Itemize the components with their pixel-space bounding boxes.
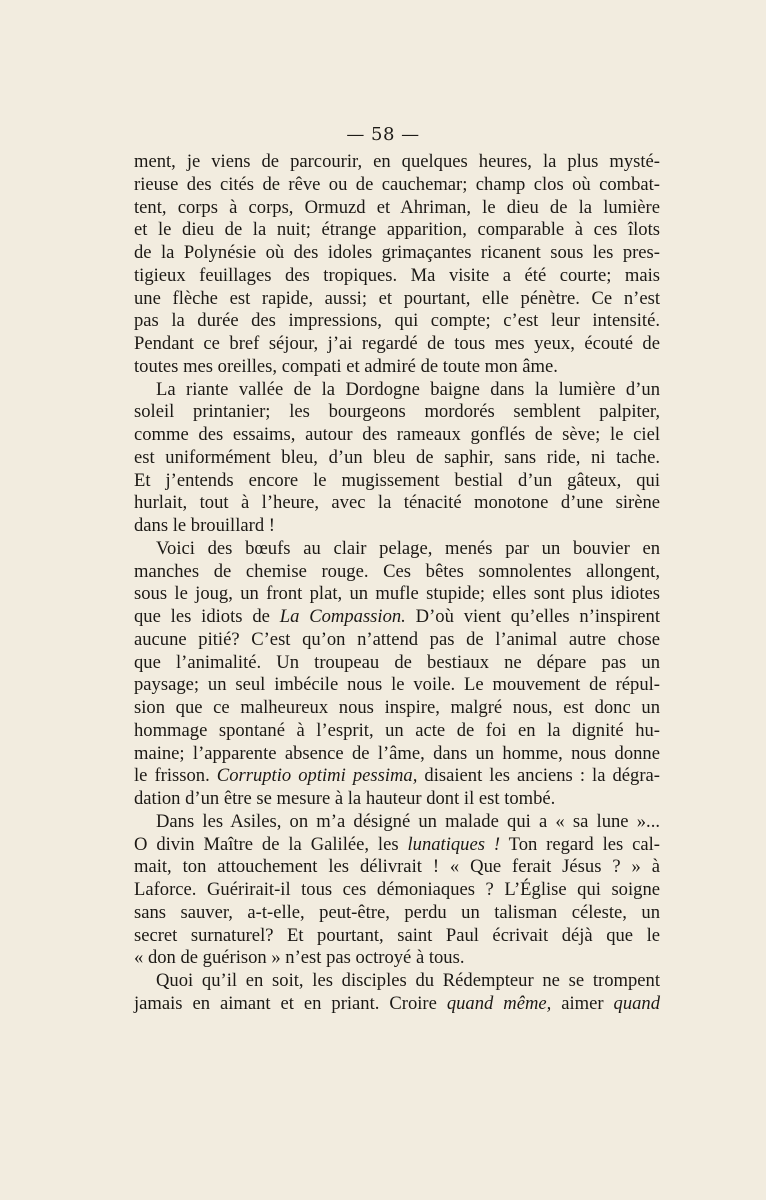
text-segment: sion que ce malheureux nous inspire, malgré nous, est donc un: [134, 697, 660, 718]
text-segment: dans le brouillard !: [134, 515, 275, 536]
text-segment: aimer: [551, 992, 614, 1014]
text-segment: soleil printanier; les bourgeons mordorés semblent palpiter,: [134, 401, 660, 423]
text-segment: « don de guérison » n’est pas octroyé à tous.: [134, 947, 465, 969]
text-line: [134, 788, 660, 811]
text-segment: mait, ton attouchement les délivrait ! « Que ferait Jésus ? » à: [134, 856, 660, 878]
text-line: [134, 310, 660, 333]
italic-text: quand même,: [446, 992, 552, 1014]
text-line: [134, 879, 660, 902]
text-line: [134, 538, 660, 561]
text-line: [134, 151, 660, 174]
text-segment: rieuse des cités de rêve ou de cauchemar; champ clos où combat-: [134, 173, 660, 195]
text-line: [134, 902, 660, 925]
text-segment: sous le joug, un front plat, un mufle stupide; elles sont plus idiotes: [134, 583, 660, 605]
italic-text: lunatiques !: [407, 833, 501, 855]
italic-text: La Compassion.: [279, 606, 406, 627]
text-line: [134, 265, 660, 288]
text-line: [134, 697, 660, 720]
text-line: [134, 561, 660, 584]
text-segment: dation d’un être se mesure à la hauteur dont il est tombé.: [134, 788, 556, 809]
text-line: [134, 925, 660, 948]
text-line: [134, 606, 660, 629]
italic-text: quand: [613, 992, 660, 1014]
text-line: [134, 652, 660, 675]
text-segment: Pendant ce bref séjour, j’ai regardé de tous mes yeux, écouté de: [134, 333, 660, 354]
text-line: [134, 834, 660, 857]
text-segment: de la Polynésie où des idoles grimaçantes ricanent sous les pres-: [134, 242, 660, 263]
text-segment: Dans les Asiles, on m’a désigné un malade qui a « sa lune »...: [156, 810, 660, 832]
text-line: [134, 174, 660, 197]
text-segment: aucune pitié? C’est qu’on n’attend pas de l’animal autre chose: [134, 628, 660, 650]
text-segment: O divin Maître de la Galilée, les: [134, 833, 408, 855]
text-line: [134, 288, 660, 311]
text-line: [134, 197, 660, 220]
text-line: [134, 583, 660, 606]
page-number: — 58 —: [346, 124, 420, 145]
text-segment: paysage; un seul imbécile nous le voile. Le mouvement de répul-: [134, 674, 660, 696]
text-segment: que les idiots de: [134, 606, 280, 627]
text-segment: que l’animalité. Un troupeau de bestiaux ne dépare pas un: [134, 651, 660, 673]
text-segment: une flèche est rapide, aussi; et pourtant, elle pénètre. Ce n’est: [134, 287, 660, 309]
text-segment: toutes mes oreilles, compati et admiré de toute mon âme.: [134, 355, 558, 377]
text-segment: Ton regard les cal-: [500, 833, 660, 855]
text-segment: manches de chemise rouge. Ces bêtes somnolentes allongent,: [134, 560, 660, 582]
text-segment: Quoi qu’il en soit, les disciples du Rédempteur ne se trompent: [156, 970, 660, 991]
text-line: [134, 947, 660, 970]
text-segment: hurlait, tout à l’heure, avec la ténacité monotone d’une sirène: [134, 492, 660, 514]
text-line: [134, 401, 660, 424]
text-segment: et le dieu de la nuit; étrange apparition, comparable à ces îlots: [134, 219, 660, 241]
text-segment: comme des essaims, autour des rameaux gonflés de sève; le ciel: [134, 424, 660, 445]
text-line: [134, 424, 660, 447]
text-segment: jamais en aimant et en priant. Croire: [134, 992, 447, 1014]
text-line: [134, 333, 660, 356]
text-line: [134, 970, 660, 993]
text-segment: D’où vient qu’elles n’inspirent: [405, 606, 660, 627]
text-line: [134, 765, 660, 788]
text-line: [134, 356, 660, 379]
body-text: [134, 151, 660, 1016]
text-line: [134, 492, 660, 515]
text-segment: le frisson.: [134, 765, 217, 787]
text-line: [134, 379, 660, 402]
text-segment: secret surnaturel? Et pourtant, saint Paul écrivait déjà que le: [134, 924, 660, 946]
text-segment: tigieux feuillages des tropiques. Ma visite a été courte; mais: [134, 264, 660, 286]
text-segment: Et j’entends encore le mugissement bestial d’un gâteux, qui: [134, 469, 660, 491]
text-line: [134, 743, 660, 766]
text-segment: Laforce. Guérirait-il tous ces démoniaques ? L’Église qui soigne: [134, 879, 660, 900]
text-segment: maine; l’apparente absence de l’âme, dans un homme, nous donne: [134, 742, 660, 764]
text-line: [134, 447, 660, 470]
text-line: [134, 674, 660, 697]
text-line: [134, 629, 660, 652]
text-segment: est uniformément bleu, d’un bleu de saphir, sans ride, ni tache.: [134, 446, 660, 468]
text-line: [134, 242, 660, 265]
text-line: [134, 856, 660, 879]
text-line: [134, 993, 660, 1016]
text-line: [134, 515, 660, 538]
text-segment: La riante vallée de la Dordogne baigne dans la lumière d’un: [156, 378, 660, 400]
text-line: [134, 811, 660, 834]
text-segment: Voici des bœufs au clair pelage, menés par un bouvier en: [156, 537, 660, 559]
text-line: [134, 470, 660, 493]
text-segment: disaient les anciens : la dégra-: [417, 765, 660, 787]
italic-text: Corruptio optimi pessima,: [216, 765, 418, 787]
text-line: [134, 720, 660, 743]
text-segment: ment, je viens de parcourir, en quelques heures, la plus mysté-: [134, 151, 660, 172]
text-segment: sans sauver, a-t-elle, peut-être, perdu un talisman céleste, un: [134, 901, 660, 923]
text-segment: hommage spontané à l’esprit, un acte de foi en la dignité hu-: [134, 719, 660, 741]
text-line: [134, 219, 660, 242]
text-segment: pas la durée des impressions, qui compte; c’est leur intensité.: [134, 310, 660, 332]
text-segment: tent, corps à corps, Ormuzd et Ahriman, le dieu de la lumière: [134, 196, 660, 218]
